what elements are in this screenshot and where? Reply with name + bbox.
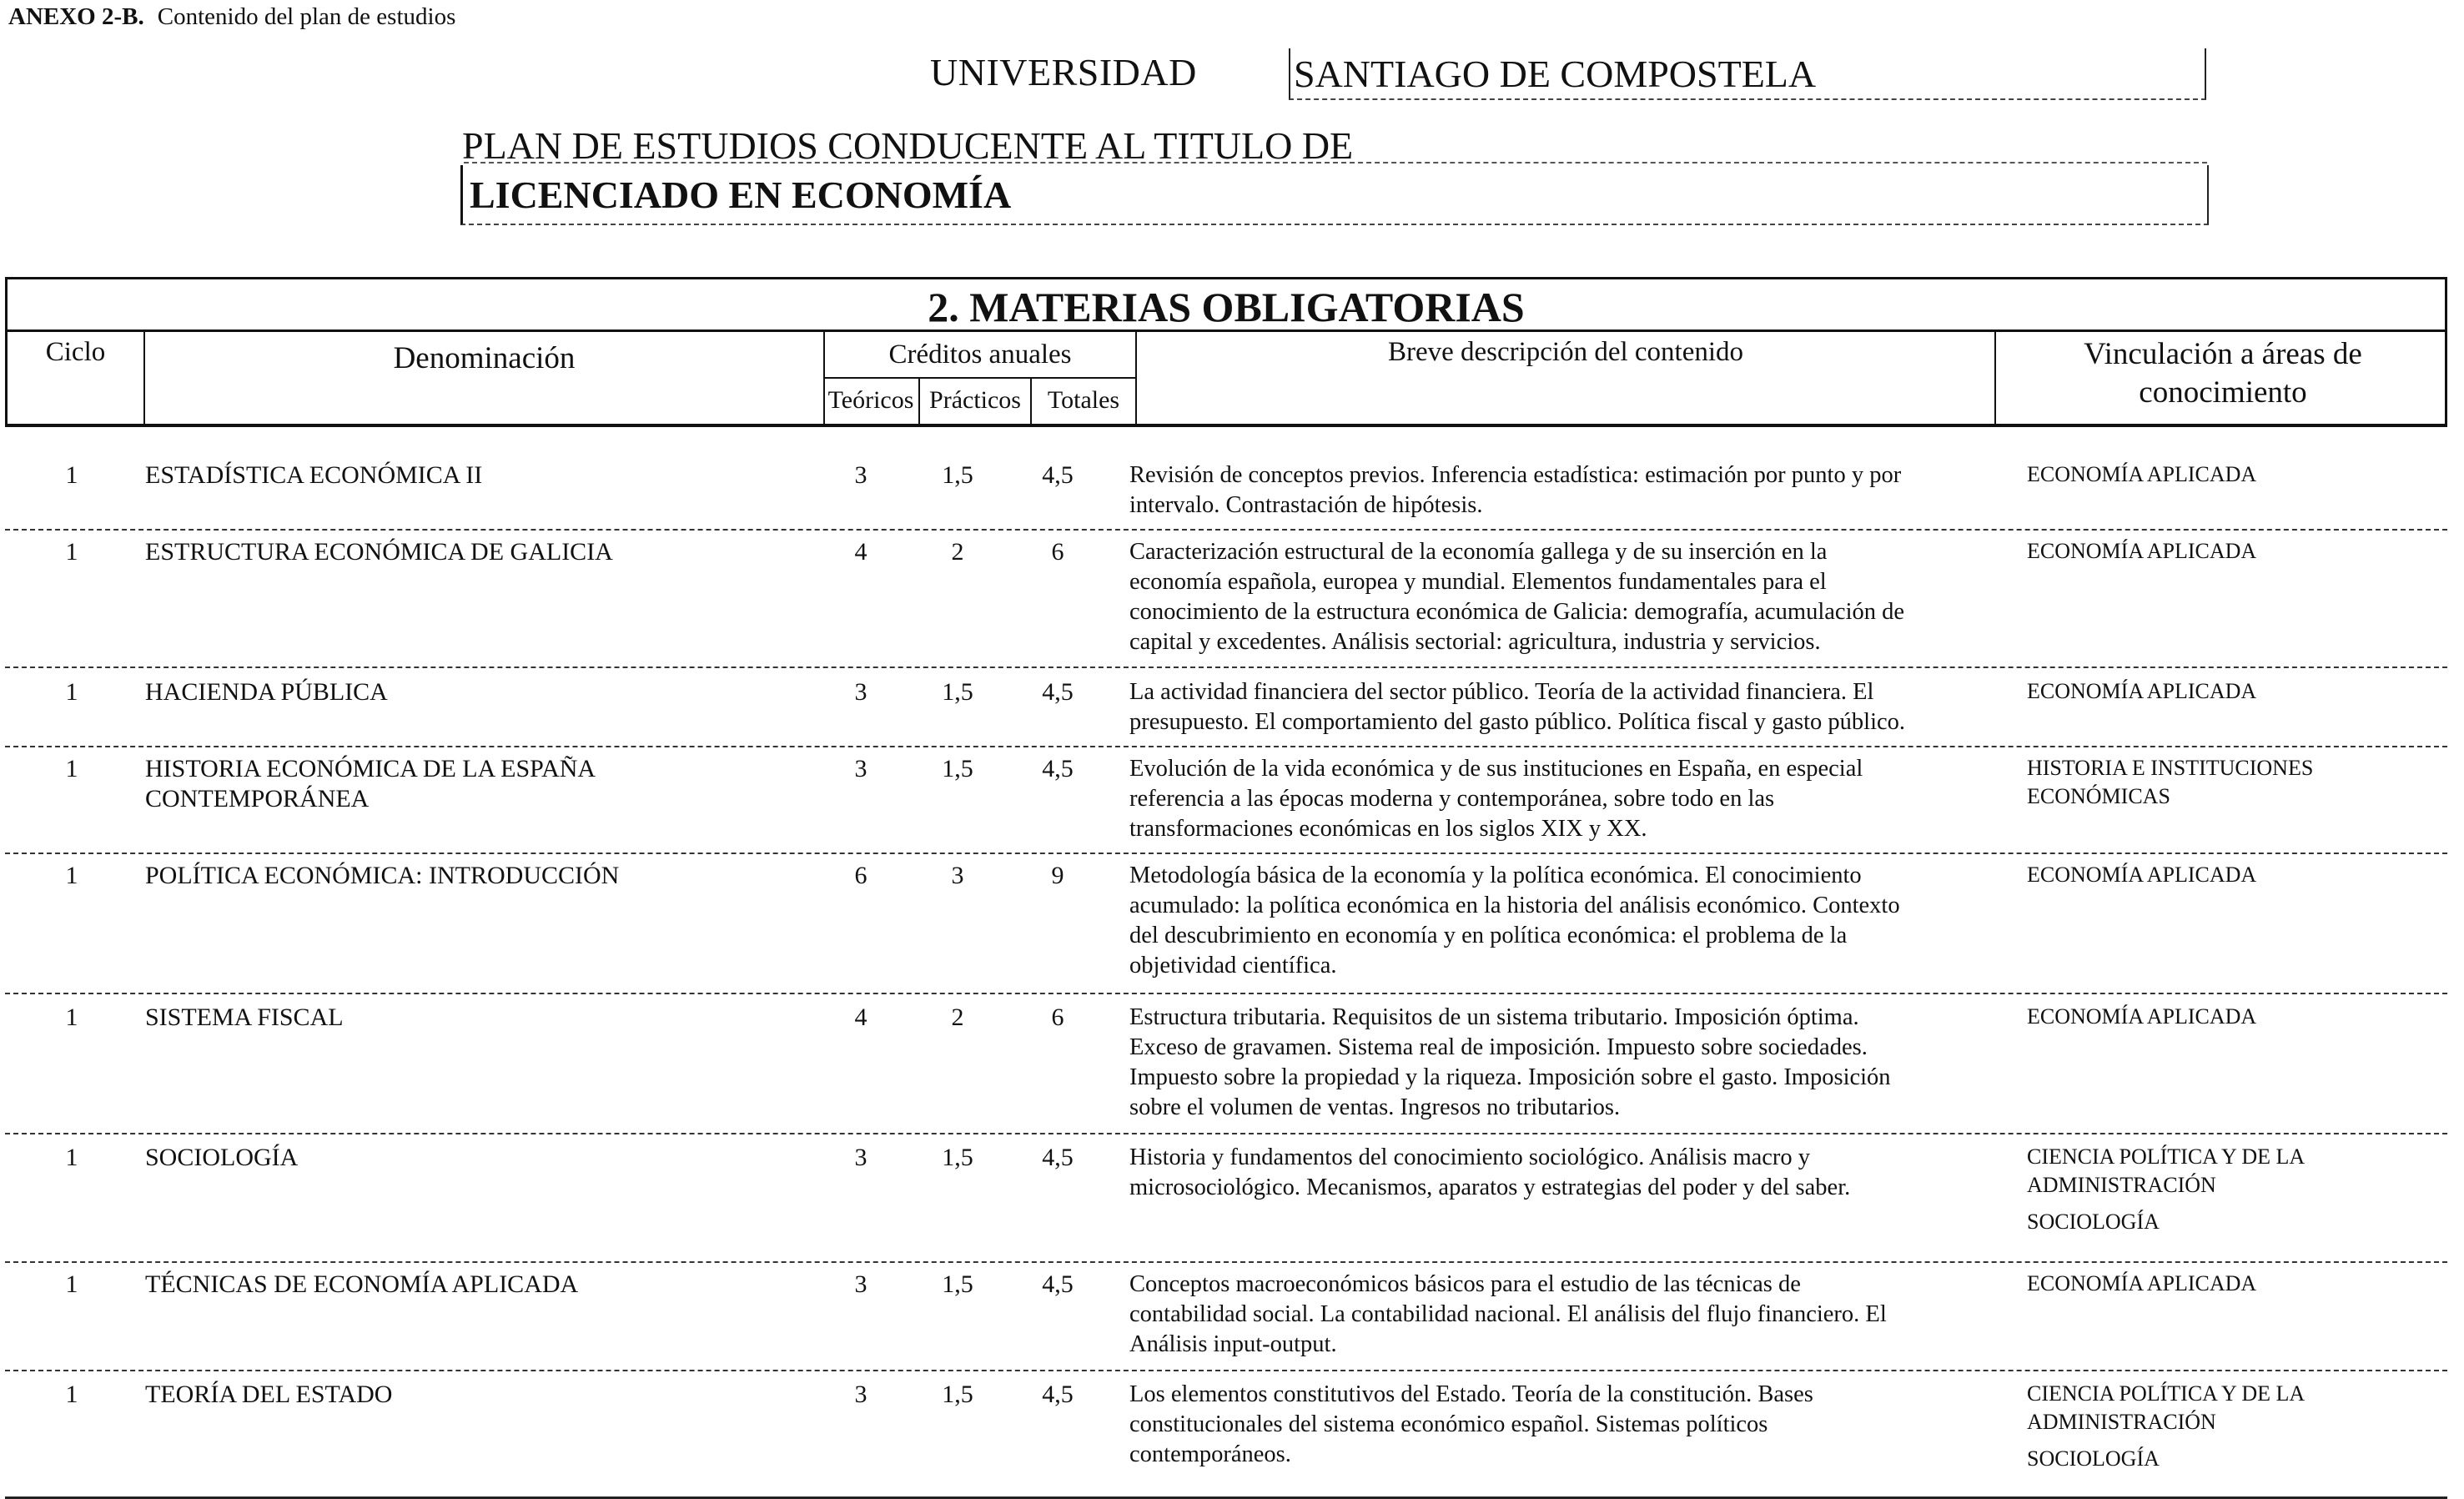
row-practicos: 2 bbox=[951, 1004, 964, 1031]
row-areas: ECONOMÍA APLICADA bbox=[2027, 863, 2257, 887]
row-name: POLÍTICA ECONÓMICA: INTRODUCCIÓN bbox=[145, 862, 620, 889]
annex-text: Contenido del plan de estudios bbox=[157, 3, 456, 30]
row-totales: 9 bbox=[1051, 862, 1064, 889]
row-divider bbox=[5, 993, 2447, 994]
row-teoricos: 6 bbox=[854, 862, 867, 889]
row-totales: 4,5 bbox=[1042, 755, 1074, 782]
row-ciclo: 1 bbox=[65, 461, 78, 489]
row-name: SISTEMA FISCAL bbox=[145, 1004, 344, 1031]
row-practicos: 1,5 bbox=[942, 1270, 973, 1298]
row-description: Evolución de la vida económica y de sus instituciones en España, en especial referencia a las épocas moderna y contemporánea, sobre todo en las transformaciones económicas en los siglos XIX y XX. bbox=[1129, 756, 1863, 842]
row-teoricos: 3 bbox=[854, 678, 867, 706]
row-totales: 4,5 bbox=[1042, 678, 1074, 706]
row-totales: 4,5 bbox=[1042, 1144, 1074, 1171]
row-areas: ECONOMÍA APLICADA bbox=[2027, 539, 2257, 563]
row-teoricos: 3 bbox=[854, 1270, 867, 1298]
header-vinculacion-line1: Vinculación a áreas de bbox=[2084, 337, 2362, 371]
row-description: Estructura tributaria. Requisitos de un sistema tributario. Imposición óptima. Exceso de gravamen. Sistema real de imposición. Impuesto sobre sociedades. Impuesto sobre la propiedad y la riqueza. Imposición sobre el gasto. Imposición sobre el volumen de ventas. Ingresos no tributarios. bbox=[1129, 1004, 1891, 1120]
subjects-table bbox=[5, 277, 2447, 1486]
header-vinculacion bbox=[1994, 332, 2450, 424]
row-description: Metodología básica de la economía y la política económica. El conocimiento acumulado: la política económica en la historia del análisis económico. Contexto del descubrimiento en economía y en política económica: el problema de la objetividad científica. bbox=[1129, 863, 1900, 978]
header-totales: Totales bbox=[1030, 377, 1135, 424]
university-label: UNIVERSIDAD bbox=[930, 51, 1197, 93]
row-areas: CIENCIA POLÍTICA Y DE LA ADMINISTRACIÓN SOCIOLOGÍA bbox=[2027, 1381, 2306, 1471]
row-areas: ECONOMÍA APLICADA bbox=[2027, 1004, 2257, 1029]
row-teoricos: 3 bbox=[854, 1144, 867, 1171]
row-areas: HISTORIA E INSTITUCIONES ECONÓMICAS bbox=[2027, 756, 2314, 808]
row-teoricos: 3 bbox=[854, 755, 867, 782]
row-totales: 4,5 bbox=[1042, 1381, 1074, 1408]
row-ciclo: 1 bbox=[65, 1144, 78, 1171]
row-areas: ECONOMÍA APLICADA bbox=[2027, 462, 2257, 486]
header-descripcion: Breve descripción del contenido bbox=[1135, 332, 1994, 424]
row-areas: ECONOMÍA APLICADA bbox=[2027, 679, 2257, 703]
row-name: TEORÍA DEL ESTADO bbox=[145, 1381, 393, 1408]
row-divider bbox=[5, 1133, 2447, 1134]
row-practicos: 1,5 bbox=[942, 678, 973, 706]
row-totales: 6 bbox=[1051, 1004, 1064, 1031]
row-ciclo: 1 bbox=[65, 755, 78, 782]
row-ciclo: 1 bbox=[65, 538, 78, 566]
header-creditos-label: Créditos anuales bbox=[825, 332, 1135, 379]
row-ciclo: 1 bbox=[65, 1270, 78, 1298]
row-practicos: 1,5 bbox=[942, 755, 973, 782]
row-description: Revisión de conceptos previos. Inferencia estadística: estimación por punto y por intervalo. Contrastación de hipótesis. bbox=[1129, 462, 1902, 518]
table-header bbox=[5, 332, 2447, 427]
row-divider bbox=[5, 529, 2447, 531]
header-teoricos: Teóricos bbox=[827, 386, 914, 414]
row-name: ESTADÍSTICA ECONÓMICA II bbox=[145, 461, 483, 489]
row-name: TÉCNICAS DE ECONOMÍA APLICADA bbox=[145, 1270, 579, 1298]
row-totales: 6 bbox=[1051, 538, 1064, 566]
row-practicos: 3 bbox=[951, 862, 964, 889]
row-practicos: 1,5 bbox=[942, 461, 973, 489]
row-divider bbox=[5, 1370, 2447, 1371]
degree-title: LICENCIADO EN ECONOMÍA bbox=[460, 165, 2209, 225]
row-ciclo: 1 bbox=[65, 862, 78, 889]
row-divider bbox=[5, 746, 2447, 747]
row-totales: 4,5 bbox=[1042, 1270, 1074, 1298]
annex-code: ANEXO 2-B. bbox=[8, 3, 144, 30]
row-description: Conceptos macroeconómicos básicos para el estudio de las técnicas de contabilidad social. La contabilidad nacional. El análisis del flujo financiero. El Análisis input-output. bbox=[1129, 1271, 1887, 1357]
table-body bbox=[5, 427, 2447, 1486]
row-ciclo: 1 bbox=[65, 1004, 78, 1031]
row-teoricos: 4 bbox=[854, 538, 867, 566]
header-ciclo: Ciclo bbox=[45, 337, 106, 367]
header-denominacion: Denominación bbox=[143, 332, 823, 424]
row-divider bbox=[5, 1261, 2447, 1263]
row-name: SOCIOLOGÍA bbox=[145, 1144, 299, 1171]
row-name: HACIENDA PÚBLICA bbox=[145, 678, 388, 706]
plan-divider bbox=[464, 162, 2207, 163]
section-title: 2. MATERIAS OBLIGATORIAS bbox=[5, 277, 2447, 332]
row-practicos: 1,5 bbox=[942, 1144, 973, 1171]
row-description: La actividad financiera del sector público. Teoría de la actividad financiera. El presupuesto. El comportamiento del gasto público. Política fiscal y gasto público. bbox=[1129, 679, 1906, 735]
row-divider bbox=[5, 667, 2447, 668]
row-ciclo: 1 bbox=[65, 678, 78, 706]
row-practicos: 2 bbox=[951, 538, 964, 566]
row-description: Historia y fundamentos del conocimiento sociológico. Análisis macro y microsociológico. Mecanismos, aparatos y estrategias del poder y del saber. bbox=[1129, 1144, 1851, 1200]
header-vinculacion-line2: conocimiento bbox=[2139, 375, 2307, 410]
row-ciclo: 1 bbox=[65, 1381, 78, 1408]
row-name: ESTRUCTURA ECONÓMICA DE GALICIA bbox=[145, 538, 613, 566]
row-teoricos: 3 bbox=[854, 1381, 867, 1408]
university-name: SANTIAGO DE COMPOSTELA bbox=[1289, 48, 2206, 100]
row-teoricos: 3 bbox=[854, 461, 867, 489]
header-practicos: Prácticos bbox=[918, 377, 1030, 424]
row-description: Caracterización estructural de la economía gallega y de su inserción en la economía española, europea y mundial. Elementos fundamentales para el conocimiento de la estructura económica de Galicia: demografía, acumulación de capital y excedentes. Análisis sectorial: agricultura, industria y servicios. bbox=[1129, 539, 1905, 655]
row-areas: ECONOMÍA APLICADA bbox=[2027, 1271, 2257, 1295]
row-totales: 4,5 bbox=[1042, 461, 1074, 489]
row-practicos: 1,5 bbox=[942, 1381, 973, 1408]
row-teoricos: 4 bbox=[854, 1004, 867, 1031]
row-areas: CIENCIA POLÍTICA Y DE LA ADMINISTRACIÓN SOCIOLOGÍA bbox=[2027, 1144, 2306, 1234]
row-divider bbox=[5, 853, 2447, 854]
row-description: Los elementos constitutivos del Estado. Teoría de la constitución. Bases constitucionales del sistema económico español. Sistemas políticos contemporáneos. bbox=[1129, 1381, 1813, 1467]
row-name: HISTORIA ECONÓMICA DE LA ESPAÑA CONTEMPORÁNEA bbox=[145, 755, 596, 812]
annex-heading bbox=[8, 3, 455, 31]
plan-label: PLAN DE ESTUDIOS CONDUCENTE AL TITULO DE bbox=[462, 124, 1354, 167]
